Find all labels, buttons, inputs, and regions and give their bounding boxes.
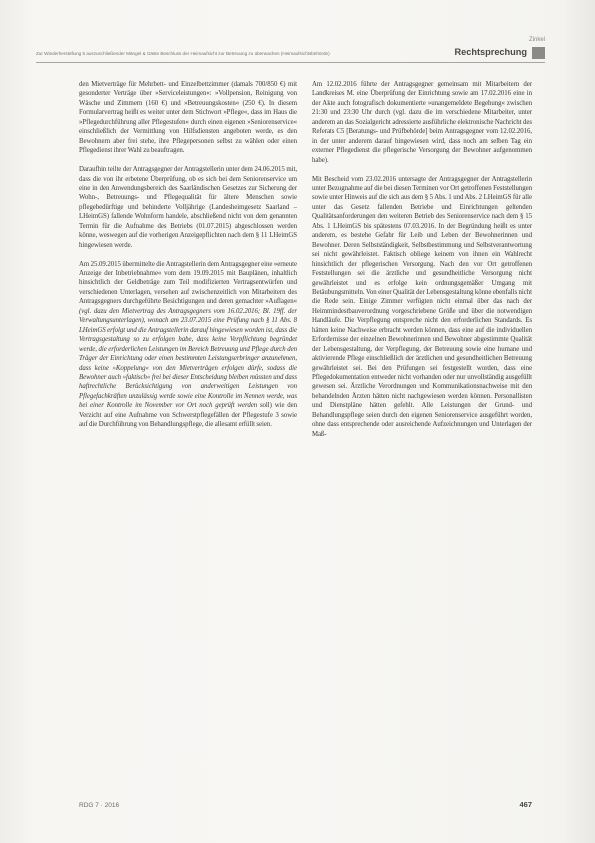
footer-journal: RDG 7 · 2016 [79,802,120,809]
left-paragraph-3-text: Am 25.09.2015 übermittelte die Antragstellerin dem Antragsgegner eine »erneute Anzeige der Inbetriebnahme« vom dem 19.09.2015 mit Bauplänen, inhaltlich hinsichtlich der Geldbeträge zum Teil modifizierten Vertragsentwürfen und verschiedenen Unterlagen, versehen auf zwischenzeitlich von Mitarbeitern des Antragsgegners durchgeführte Besichtigungen und deren gemachter »Auflagen« [79,260,297,306]
right-column [312,80,532,439]
section-marker [532,47,545,59]
running-head-text: Zur Wiederherstellung 5 auszuschließender Mängel & Gäste Beschluss der Heimaufsicht zur Betreuung zu überwachen (Heimaufsichtsbehörde) [36,51,330,56]
page-number: 467 [519,800,532,809]
left-column [79,80,297,430]
left-paragraph-3-italic: (vgl. dazu den Mietvertrag des Antragsgegners vom 16.02.2016; Bl. 19ff. der Verwaltungsunterlagen), wonach am 23.07.2015 eine Prüfung nach § 11 Abs. 8 LHeimGS erfolgt und die Antragstellerin darauf hingewiesen worden ist, dass die Vertragsgestaltung so zu erfolgen habe, dass keine Verpflichtung begründet werde, die erforderlichen Leistungen im Bereich Betreuung und Pflege durch den Träger der Einrichtung oder einen bestimmten Leistungserbringer anzunehmen, dass keine »Koppelung« von den Mietverträgen erfolgen dürfe, sodass die Bewohner auch »faktisch« frei bei dieser Entscheidung bleiben müssten und dass haftrechtliche Berücksichtigung von anderweitigen Leistungen von Pflegefachkräften unzulässig werde sowie eine Kontrolle im Nennen werde, was bei einer Kontrolle im November vor Ort noch geprüft werden [79,307,297,410]
left-paragraph-3 [79,260,297,430]
left-paragraph-1: den Mietverträge für Mehrbett- und Einzelbettzimmer (damals 700/850 €) mit gesonderter Verträge über »Serviceleistungen«: »Vollpension, Reinigung von Wäsche und Zimmern (160 €) und »Betreuungskosten« (250 €). In diesem Formularvertrag heißt es weiter unter dem Stichwort »Pflege«, dass im Haus die »Pflegedurchführung aller Pflegestufen« durch einen eigenen »Seniorenservice« einschließlich der Vermittlung von Hilfsdiensten angeboten werde, es den Bewohnern aber frei stehe, ihre Pflegepersonen selbst zu wählen oder einen Pflegedienst ihrer Wahl zu beauftragen. [79,81,297,155]
right-paragraph-1: Am 12.02.2016 führte der Antragsgegner gemeinsam mit Mitarbeitern der Landkreises M. eine Überprüfung der Einrichtung sowie am 17.02.2016 eine in der Akte auch fotografisch dokumentierte »unangemeldete Begehung« zwischen 21:30 und 23:30 Uhr durch (vgl. dazu die im verschiedene Mitarbeiter, unter anderem an das Sozialgericht adressierte ausführliche elektronische Nachricht des Referats C5 [Beratungs- und Prüfbehörde] beim Antragsgegner vom 12.02.2016, in der unter anderem darauf hingewiesen wird, dass noch am selben Tag ein externer Pflegedienst die pflegerische Versorgung der Bewohner aufgenommen habe). [312,81,532,164]
right-paragraph-2: Mit Bescheid vom 23.02.2016 untersagte der Antragsgegner der Antragstellerin unter Bezugnahme auf die bei diesen Terminen vor Ort getroffenen Feststellungen sowie unter Hinweis auf die sich aus dem § 5 Abs. 1 und Abs. 2 LHeimGS für alle unter das Gesetz fallenden Betriebe und Einrichtungen geltenden Qualitätsanforderungen den weiteren Betrieb des Seniorenservice nach dem § 15 Abs. 1 LHeimGS bis spätestens 07.03.2016. In der Begründung heißt es unter anderem, es bestehe Gefahr für Leib und Leben der Bewohnerinnen und Bewohner. Deren Selbstständigkeit, Selbstbestimmung und Selbstverantwortung sei nicht gewährleistet. Faktisch obliege keinem von ihnen ein Wahlrecht hinsichtlich der pflegerischen Versorgung. Nach den vor Ort getroffenen Feststellungen sei die ärztliche und gesundheitliche Versorgung nicht gewährleistet und es erfolge kein ordnungsgemäßer Umgang mit Betäubungsmitteln. Von einer Qualität der Lebensgestaltung könne ebenfalls nicht die Rede sein. Einige Zimmer verfügten nicht einmal über das nach der Heimmindestbauverordnung vorgeschriebene Größe und über die notwendigen Handläufe. Die Verpflegung entspreche nicht den erforderlichen Standards. Es hätten keine Nachweise erbracht werden können, dass eine auf die individuellen Erfordernisse der einzelnen Bewohnerinnen und Bewohner abgestimmte Qualität der Lebensgestaltung, der Verpflegung, der Betreuung sowie eine humane und aktivierende Pflege einschließlich der ärztlichen und gesundheitlichen Betreuung gewährleistet sei. Bei den Prüfungen sei festgestellt worden, dass eine Pflegedokumentation entweder nicht vorhanden oder nur unvollständig ausgefüllt gewesen sei. Ärztliche Verordnungen und Kommunikationsnachweise mit den behandelnden Ärzten hätten nicht nachgewiesen werden können. Personallisten und Dienstpläne hätten gefehlt. Alle Leistungen der Grund- und Behandlungspflege seien durch den eigenen Seniorenservice ausgeführt worden, ohne dass entsprechende oder ausreichende Aufzeichnungen und Unterlagen der Maß- [312,175,532,438]
site-mark: Zinkel [528,37,545,43]
running-header [36,46,545,63]
left-paragraph-2: Daraufhin teilte der Antragsgegner der Antragstellerin unter dem 24.06.2015 mit, dass die von ihr erbetene Überprüfung, ob es sich bei dem Seniorenservice um eine in den Anwendungsbereich des Saarländischen Gesetzes zur Sicherung der Wohn-, Betreuungs- und Pflegequalität für ältere Menschen sowie pflegebedürftige und behinderte Volljährige (Landesheimgesetz Saarland – LHeimGS) fallende Wohnform handele, abschließend nicht von dem genannten Termin für die Aufnahme des Betriebs (01.07.2015) abgeschlossen werden könne, weswegen auf die vorherigen Anzeigepflichten nach dem § 11 LHeimGS hingewiesen werde. [79,166,297,249]
left-paragraph-3-tail: soll) wie den Verzicht auf eine Aufnahme von Schwerstpflegefällen der Pflegestufe 3 sowie auf die Durchführung von Behandlungspflege, die allesamt erfüllt seien. [79,402,298,429]
section-title: Rechtsprechung [454,47,527,57]
